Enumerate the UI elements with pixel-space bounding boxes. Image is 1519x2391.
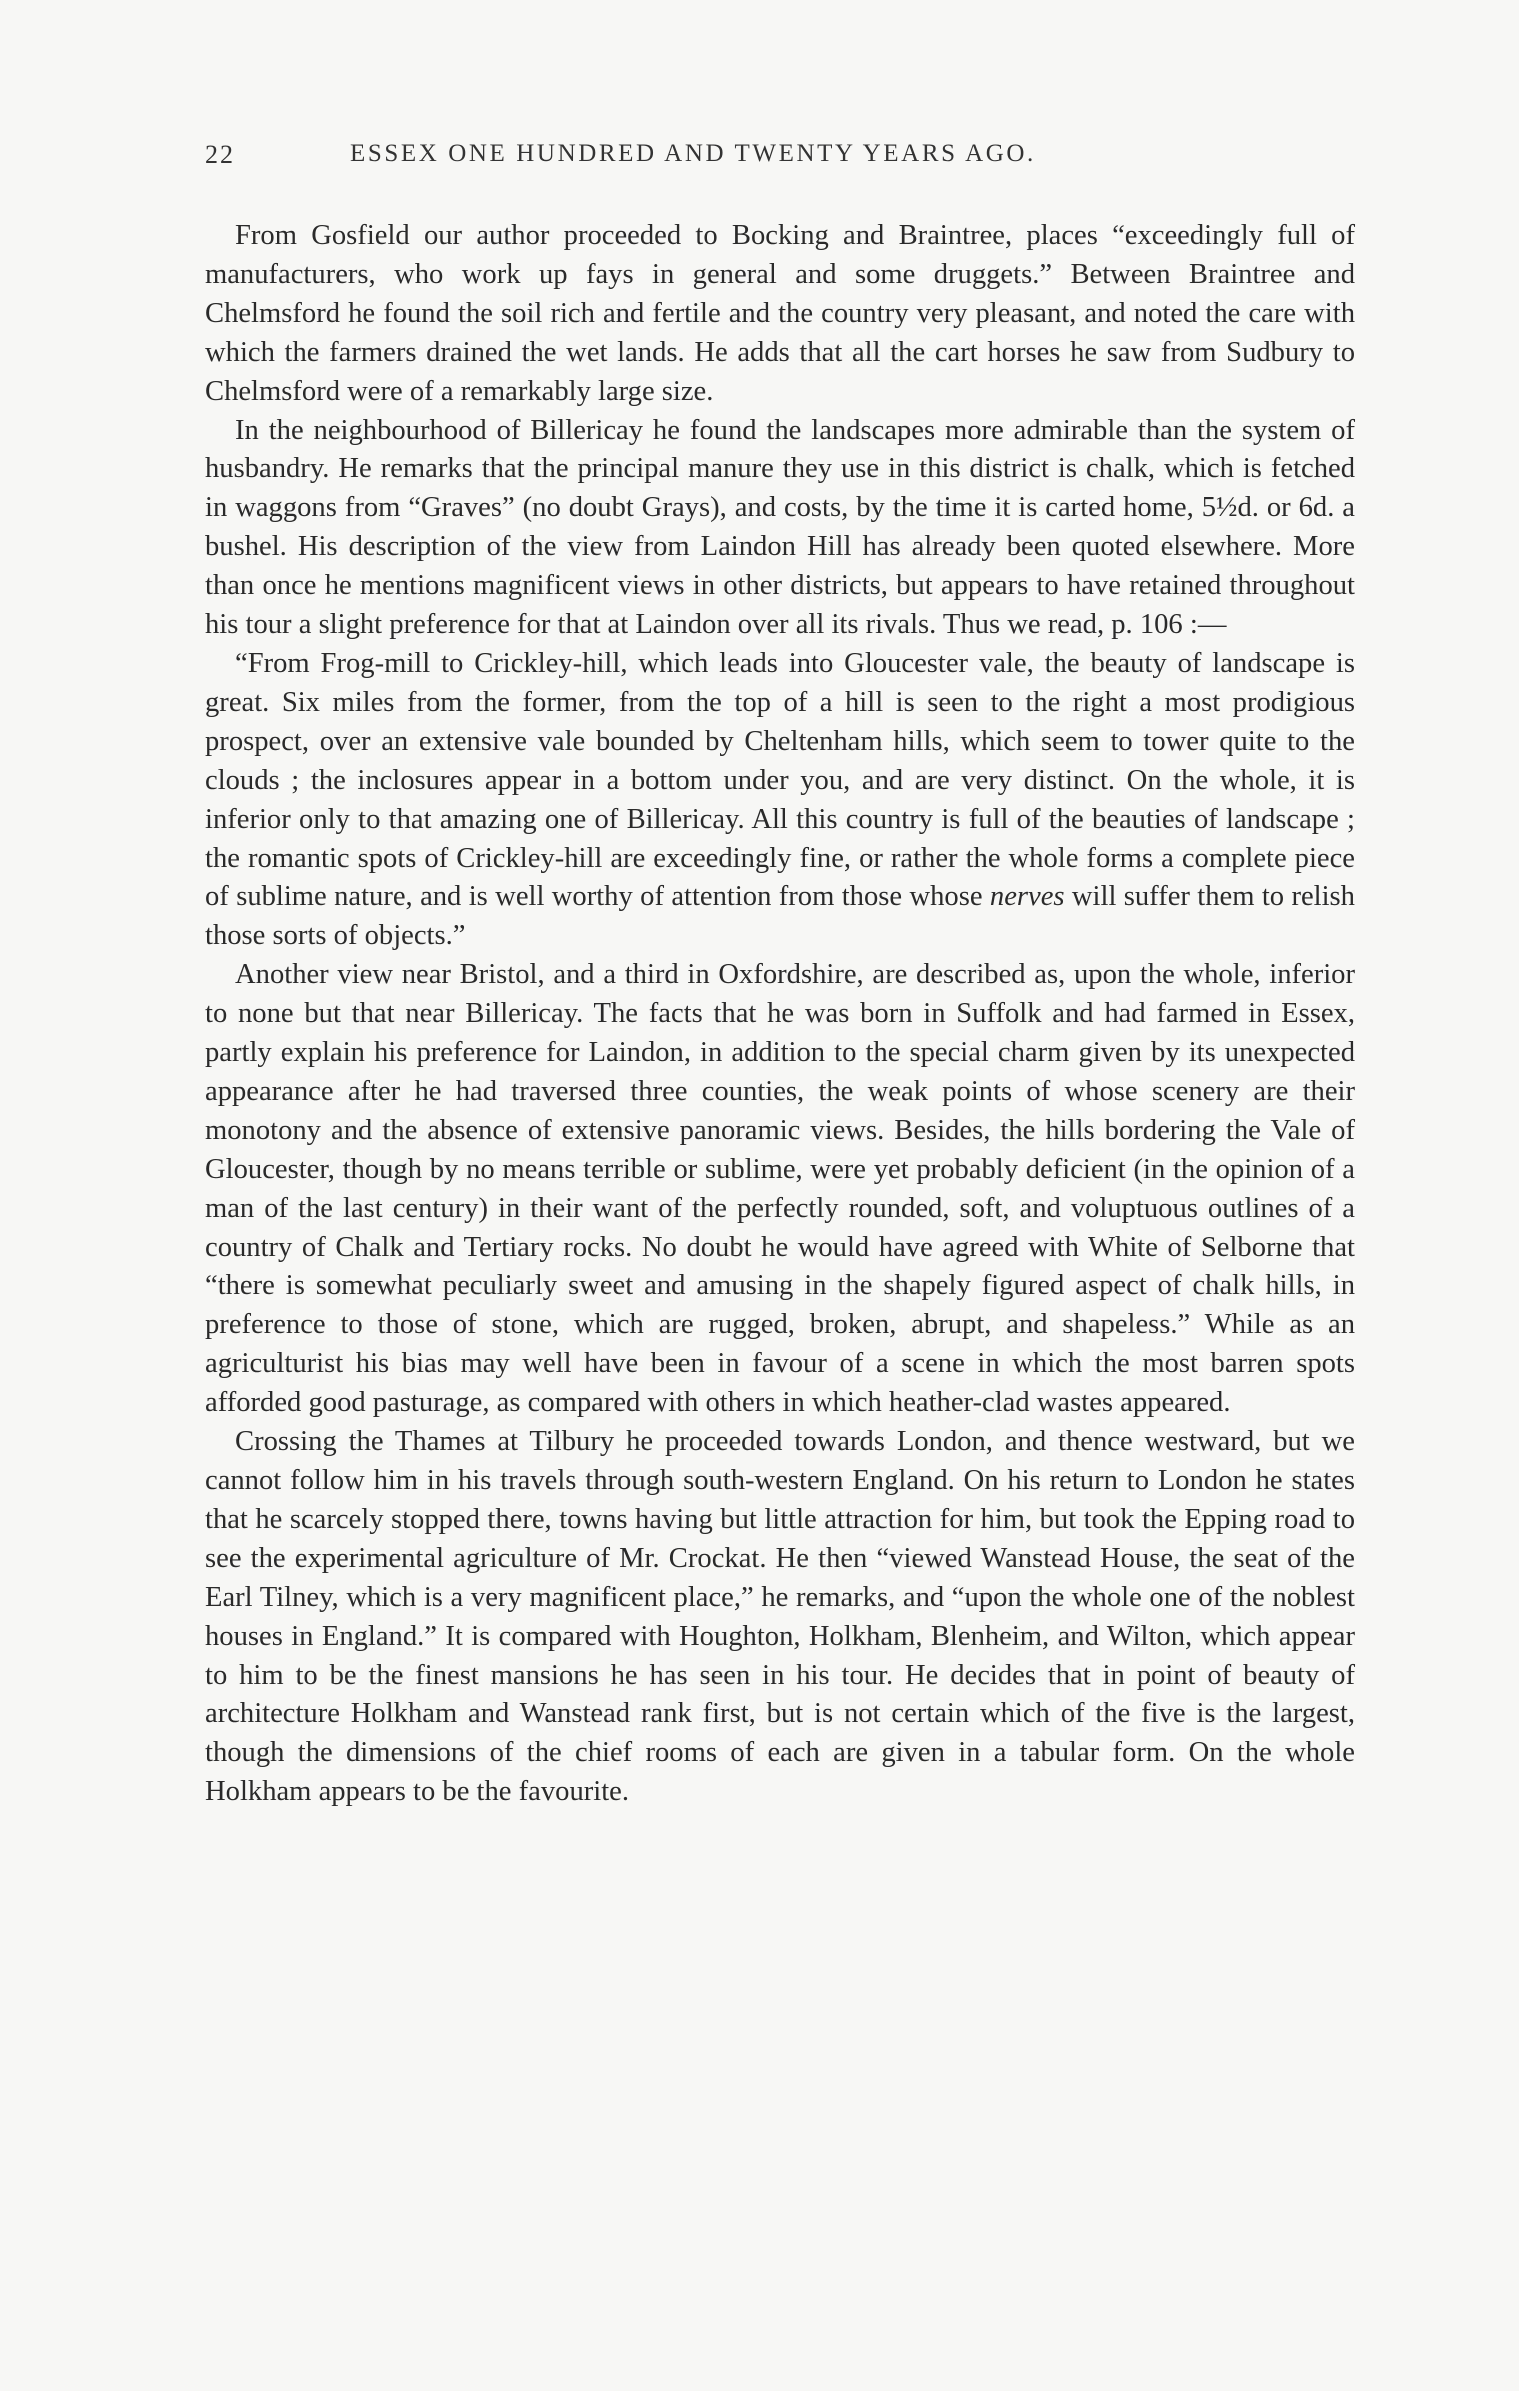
quoted-paragraph — [205, 645, 1355, 956]
paragraph: Another view near Bristol, and a third in Oxfordshire, are described as, upon the whole, inferior to none but that near Billericay. The facts that he was born in Suffolk and had farmed in Essex, partly explain his preference for Laindon, in addition to the special charm given by its unexpected appearance after he had traversed three counties, the weak points of whose scenery are their monotony and the absence of extensive panoramic views. Besides, the hills bordering the Vale of Gloucester, though by no means terrible or sublime, were yet probably deficient (in the opinion of a man of the last century) in their want of the perfectly rounded, soft, and voluptuous outlines of a country of Chalk and Tertiary rocks. No doubt he would have agreed with White of Selborne that “there is somewhat peculiarly sweet and amusing in the shapely figured aspect of chalk hills, in preference to those of stone, which are rugged, broken, abrupt, and shapeless.” While as an agriculturist his bias may well have been in favour of a scene in which the most barren spots afforded good pasturage, as compared with others in which heather-clad wastes appeared. — [205, 959, 1355, 1419]
paragraph: Crossing the Thames at Tilbury he proceeded towards London, and thence westward, but we cannot follow him in his travels through south-western England. On his return to London he states that he scarcely stopped there, towns having but little attraction for him, but took the Epping road to see the experimental agriculture of Mr. Crockat. He then “viewed Wanstead House, the seat of the Earl Tilney, which is a very magnificent place,” he remarks, and “upon the whole one of the noblest houses in England.” It is compared with Houghton, Holkham, Blenheim, and Wilton, which appear to him to be the finest mansions he has seen in his tour. He decides that in point of beauty of architecture Holkham and Wanstead rank first, but is not certain which of the five is the largest, though the dimensions of the chief rooms of each are given in a tabular form. On the whole Holkham appears to be the favourite. — [205, 1426, 1355, 1808]
quote-text: will suffer them to relish those sorts of objects.” — [205, 881, 1355, 952]
running-head: ESSEX ONE HUNDRED AND TWENTY YEARS AGO. — [350, 140, 1036, 167]
quote-text: “From Frog-mill to Crickley-hill, which leads into Gloucester vale, the beauty of landscape is great. Six miles from the former, from the top of a hill is seen to the right a most prodigious prospect, over an extensive vale bounded by Cheltenham hills, which seem to tower quite to the clouds ; the inclosures appear in a bottom under you, and are very distinct. On the whole, it is inferior only to that amazing one of Billericay. All this country is full of the beauties of landscape ; the romantic spots of Crickley-hill are exceedingly fine, or rather the whole forms a complete piece of sublime nature, and is well worthy of attention from those whose — [205, 647, 1355, 913]
body-text — [205, 217, 1355, 1812]
emphasized-word: nerves — [989, 881, 1065, 913]
paragraph: From Gosfield our author proceeded to Bocking and Braintree, places “exceedingly full of manufacturers, who work up fays in general and some druggets.” Between Braintree and Chelmsford he found the soil rich and fertile and the country very pleasant, and noted the care with which the farmers drained the wet lands. He adds that all the cart horses he saw from Sudbury to Chelmsford were of a remarkably large size. — [205, 220, 1355, 407]
page-header — [205, 140, 1360, 176]
page-number: 22 — [205, 140, 235, 169]
paragraph: In the neighbourhood of Billericay he found the landscapes more admirable than the system of husbandry. He remarks that the principal manure they use in this district is chalk, which is fetched in waggons from “Graves” (no doubt Grays), and costs, by the time it is carted home, 5½d. or 6d. a bushel. His description of the view from Laindon Hill has already been quoted elsewhere. More than once he mentions magnificent views in other districts, but appears to have retained throughout his tour a slight preference for that at Laindon over all its rivals. Thus we read, p. 106 :— — [205, 414, 1355, 641]
